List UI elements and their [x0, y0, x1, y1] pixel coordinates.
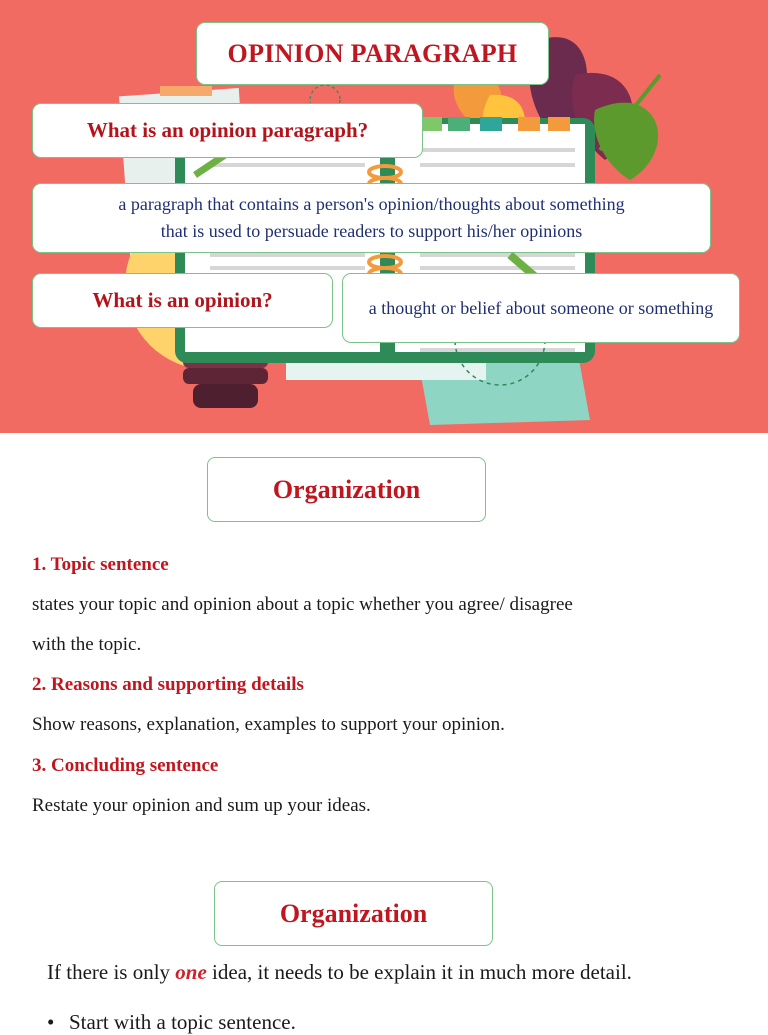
reasons-title: 2. Reasons and supporting details — [32, 674, 304, 695]
question-box-2 — [32, 273, 333, 328]
organization-heading-2: Organization — [279, 898, 428, 928]
bullet-icon: • — [47, 1010, 55, 1034]
page-title: OPINION PARAGRAPH — [227, 38, 518, 68]
definition1-line1: a paragraph that contains a person's opinion/thoughts about something — [118, 194, 625, 214]
definition1-line2: that is used to persuade readers to support his/her opinions — [160, 221, 583, 241]
organization-heading-box-1 — [207, 457, 486, 522]
concluding-text: Restate your opinion and sum up your ideas. — [32, 795, 371, 816]
question-opinion-paragraph: What is an opinion paragraph? — [86, 118, 369, 142]
list-item — [47, 1010, 296, 1035]
definition-box-1 — [32, 183, 711, 253]
detail-after: idea, it needs to be explain it in much more detail. — [206, 960, 632, 984]
topic-sentence-title: 1. Topic sentence — [32, 554, 169, 575]
detail-before: If there is only — [47, 960, 176, 984]
hero-banner — [0, 0, 768, 433]
topic-sentence-text-line1: states your topic and opinion about a topic whether you agree/ disagree — [32, 594, 573, 615]
organization-heading-box-2 — [214, 881, 493, 946]
detail-sentence — [47, 960, 632, 985]
reasons-text: Show reasons, explanation, examples to support your opinion. — [32, 714, 505, 735]
title-box — [196, 22, 549, 85]
concluding-title: 3. Concluding sentence — [32, 755, 219, 776]
bullet-text: Start with a topic sentence. — [69, 1010, 296, 1034]
question-opinion: What is an opinion? — [92, 288, 273, 312]
topic-sentence-text-line2: with the topic. — [32, 634, 142, 655]
detail-emphasis: one — [175, 960, 207, 984]
definition-opinion-paragraph — [118, 191, 624, 245]
organization-heading-1: Organization — [272, 474, 421, 504]
definition-opinion: a thought or belief about someone or something — [368, 297, 714, 318]
definition-box-2 — [342, 273, 740, 343]
question-box-1 — [32, 103, 423, 158]
